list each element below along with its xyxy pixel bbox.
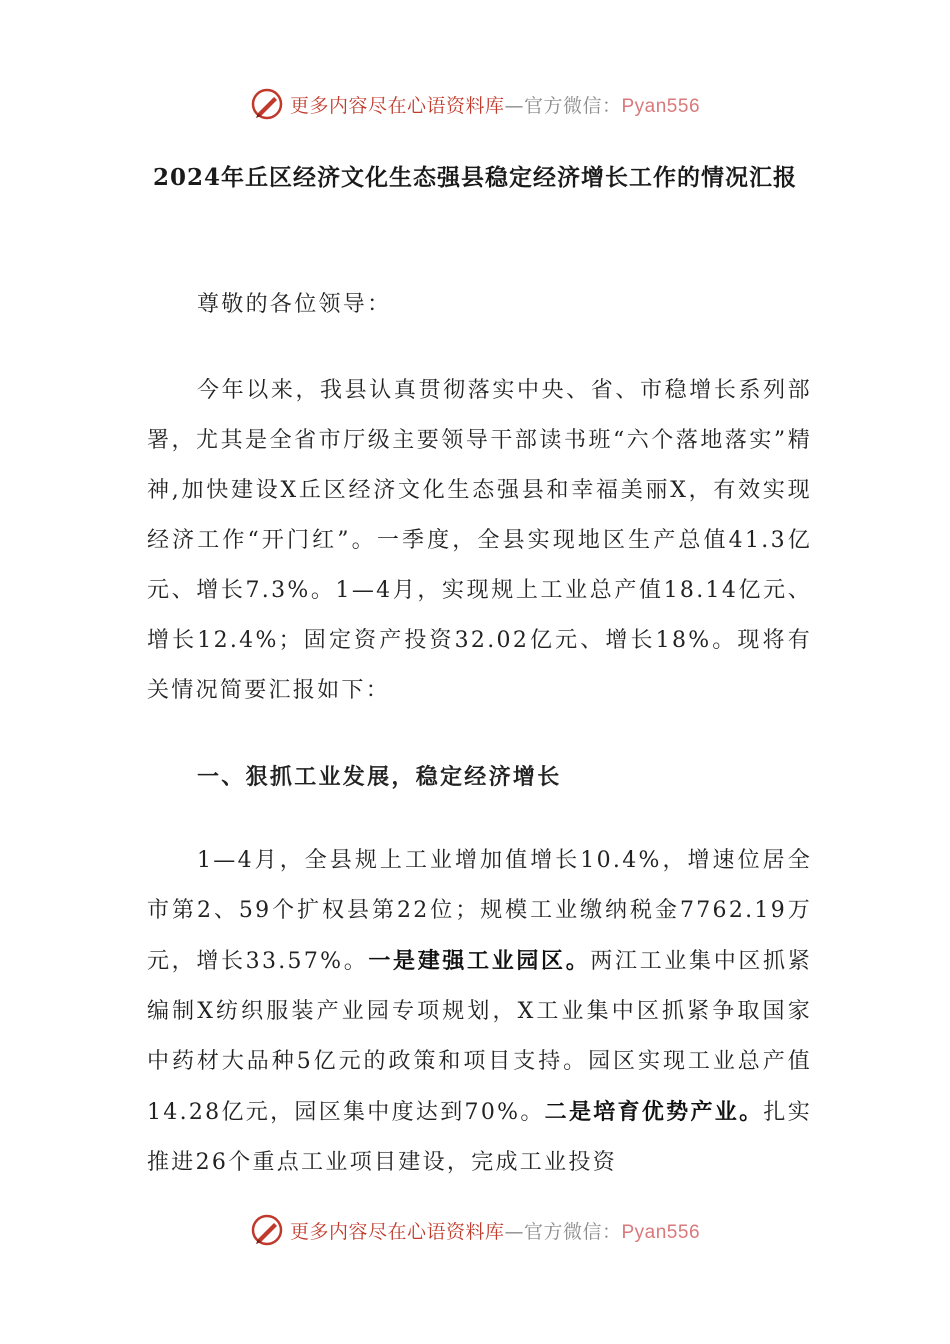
banner-text: 更多内容尽在心语资料库—官方微信：Pyan556 [289, 94, 701, 117]
body-paragraph-2: 1—4月，全县规上工业增加值增长10.4%，增速位居全市第2、59个扩权县第22位；规模工业缴纳税金7762.19万元，增长33.57%。一是建强工业园区。两江工业集中区抓紧编制X纺织服装产业园专项规划，X工业集中区抓紧争取国家中药材大品种5亿元的政策和项目支持。园区实现工业总产值14.28亿元，园区集中度达到70%。二是培育优势产业。扎实推进26个重点工业项目建设，完成工业投资 [147, 848, 813, 1175]
intro-paragraph: 今年以来，我县认真贯彻落实中央、省、市稳增长系列部署，尤其是全省市厅级主要领导干部读书班“六个落地落实”精神,加快建设X丘区经济文化生态强县和幸福美丽X，有效实现经济工作“开门红”。一季度，全县实现地区生产总值41.3亿元、增长7.3%。1—4月，实现规上工业总产值18.14亿元、增长12.4%；固定资产投资32.02亿元、增长18%。现将有关情况简要汇报如下： [147, 378, 812, 703]
bold-point-1: 一是建强工业园区。 [368, 948, 591, 974]
bold-point-2: 二是培育优势产业。 [544, 1099, 764, 1125]
pen-logo-icon [250, 1213, 284, 1247]
greeting: 尊敬的各位领导： [197, 292, 392, 317]
footer-watermark-banner [0, 1210, 950, 1250]
section-heading-1: 一、狠抓工业发展，稳定经济增长 [197, 764, 562, 790]
banner-text: 更多内容尽在心语资料库—官方微信：Pyan556 [289, 1220, 701, 1243]
pen-logo-icon [250, 87, 284, 121]
document-title: 2024年丘区经济文化生态强县稳定经济增长工作的情况汇报 [152, 164, 797, 191]
header-watermark-banner [0, 84, 950, 124]
